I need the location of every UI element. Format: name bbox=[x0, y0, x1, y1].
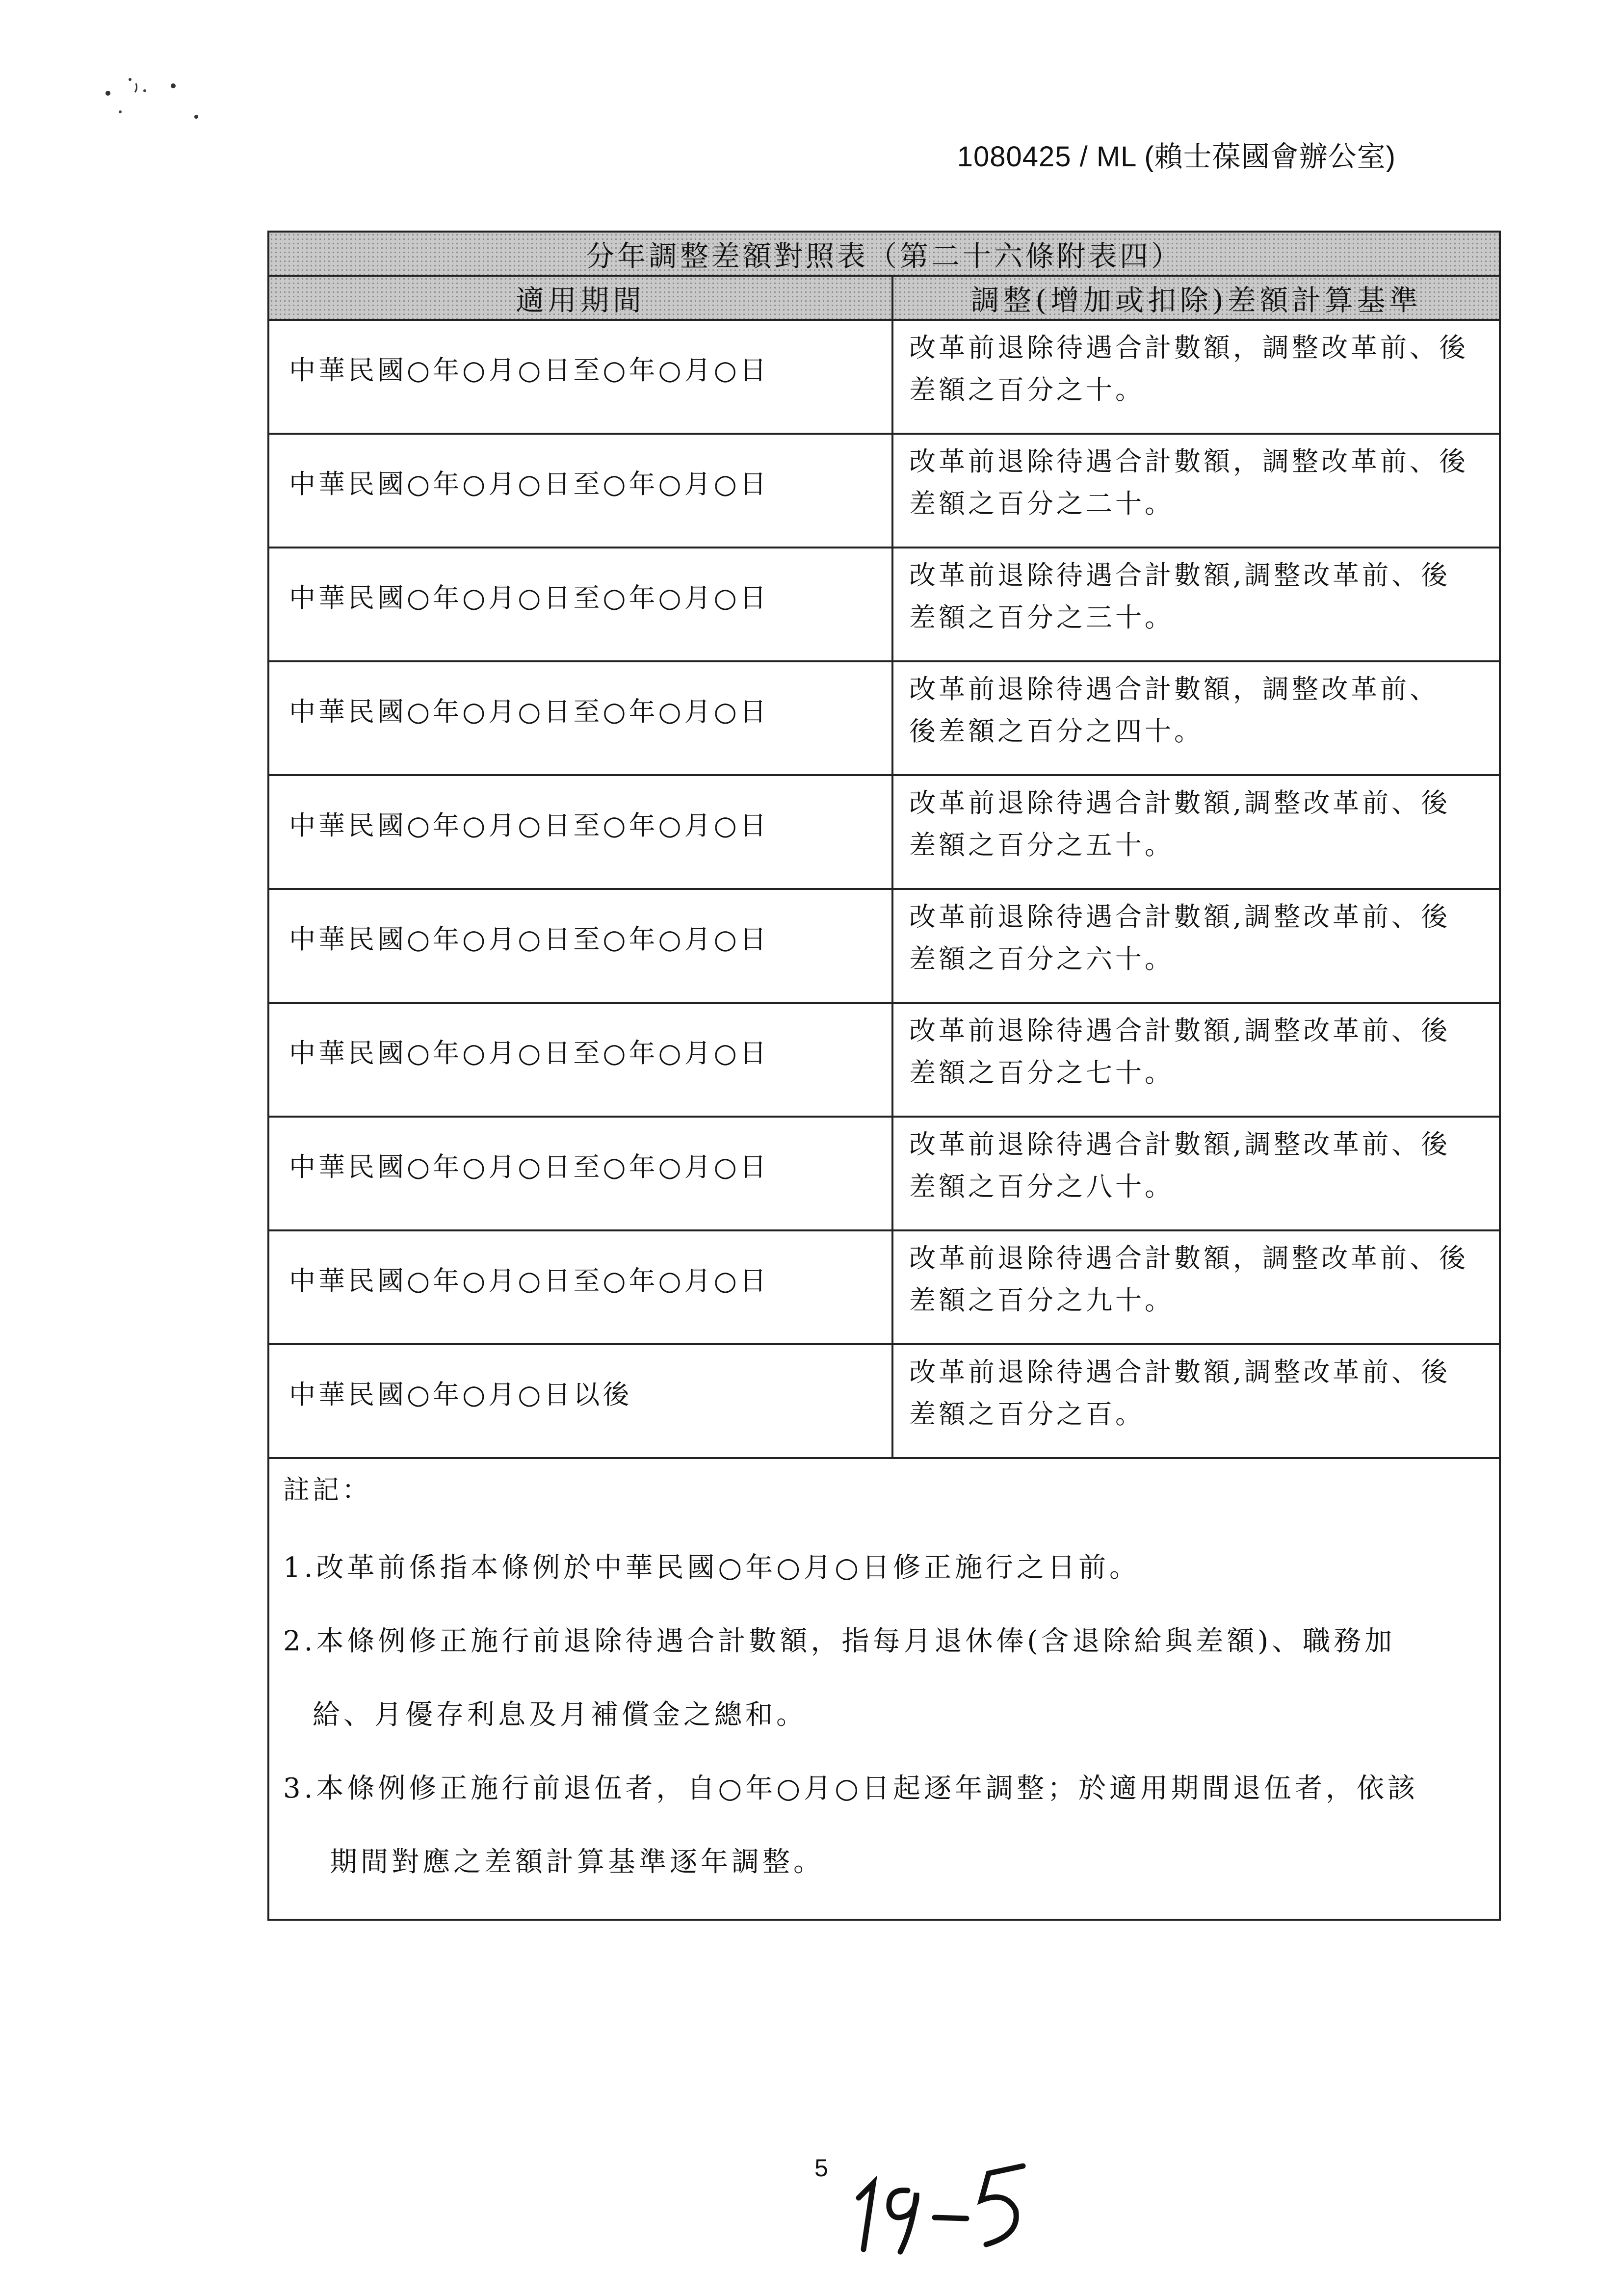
basis-line: 改革前退除待遇合計數額,調整改革前、後 bbox=[909, 1357, 1451, 1387]
basis-cell bbox=[892, 1230, 1500, 1344]
adjustment-table bbox=[267, 231, 1501, 1921]
basis-line: 後差額之百分之四十。 bbox=[909, 716, 1204, 747]
table-title: 分年調整差額對照表（第二十六條附表四） bbox=[268, 232, 1500, 276]
note-3-line1: 3.本條例修正施行前退伍者，自○年○月○日起逐年調整；於適用期間退伍者，依該 bbox=[283, 1773, 1419, 1804]
basis-line: 改革前退除待遇合計數額,調整改革前、後 bbox=[909, 560, 1451, 591]
note-2 bbox=[283, 1605, 1499, 1752]
basis-cell bbox=[892, 548, 1500, 661]
column-header-basis: 調整(增加或扣除)差額計算基準 bbox=[892, 276, 1500, 320]
table-title-row bbox=[268, 232, 1500, 276]
period-cell: 中華民國○年○月○日至○年○月○日 bbox=[268, 1230, 892, 1344]
notes-row bbox=[268, 1458, 1500, 1920]
handwritten-page-mark bbox=[834, 2144, 1040, 2257]
basis-line: 改革前退除待遇合計數額,調整改革前、後 bbox=[909, 1129, 1451, 1160]
period-cell: 中華民國○年○月○日至○年○月○日 bbox=[268, 434, 892, 548]
basis-cell bbox=[892, 434, 1500, 548]
period-cell: 中華民國○年○月○日至○年○月○日 bbox=[268, 320, 892, 434]
basis-cell bbox=[892, 775, 1500, 889]
basis-cell bbox=[892, 1344, 1500, 1458]
basis-line: 差額之百分之五十。 bbox=[909, 830, 1174, 861]
table-row bbox=[268, 1117, 1500, 1230]
period-cell: 中華民國○年○月○日以後 bbox=[268, 1344, 892, 1458]
table-row bbox=[268, 661, 1500, 775]
basis-line: 差額之百分之十。 bbox=[909, 374, 1145, 405]
basis-cell bbox=[892, 320, 1500, 434]
basis-cell bbox=[892, 1117, 1500, 1230]
note-1 bbox=[283, 1531, 1499, 1605]
period-cell: 中華民國○年○月○日至○年○月○日 bbox=[268, 775, 892, 889]
scan-speckles bbox=[91, 74, 209, 128]
notes-cell bbox=[268, 1458, 1500, 1920]
period-cell: 中華民國○年○月○日至○年○月○日 bbox=[268, 548, 892, 661]
basis-line: 差額之百分之三十。 bbox=[909, 602, 1174, 633]
period-cell: 中華民國○年○月○日至○年○月○日 bbox=[268, 889, 892, 1003]
document-reference: 1080425 / ML (賴士葆國會辦公室) bbox=[957, 141, 1396, 173]
basis-line: 改革前退除待遇合計數額，調整改革前、後 bbox=[909, 1243, 1468, 1274]
table-row bbox=[268, 548, 1500, 661]
table-row bbox=[268, 1230, 1500, 1344]
period-cell: 中華民國○年○月○日至○年○月○日 bbox=[268, 1003, 892, 1117]
basis-line: 差額之百分之七十。 bbox=[909, 1057, 1174, 1088]
basis-line: 改革前退除待遇合計數額，調整改革前、後 bbox=[909, 332, 1468, 363]
table-row bbox=[268, 320, 1500, 434]
table-header-row bbox=[268, 276, 1500, 320]
period-cell: 中華民國○年○月○日至○年○月○日 bbox=[268, 1117, 892, 1230]
note-3-line2: 期間對應之差額計算基準逐年調整。 bbox=[330, 1846, 824, 1878]
note-1-text: 1.改革前係指本條例於中華民國○年○月○日修正施行之日前。 bbox=[283, 1552, 1141, 1584]
basis-line: 改革前退除待遇合計數額，調整改革前、後 bbox=[909, 446, 1468, 477]
basis-line: 差額之百分之六十。 bbox=[909, 943, 1174, 974]
page-number: 5 bbox=[814, 2154, 828, 2182]
table-row bbox=[268, 775, 1500, 889]
basis-line: 差額之百分之百。 bbox=[909, 1399, 1145, 1430]
column-header-period: 適用期間 bbox=[268, 276, 892, 320]
basis-cell bbox=[892, 1003, 1500, 1117]
basis-cell bbox=[892, 661, 1500, 775]
note-2-line2: 給、月優存利息及月補償金之總和。 bbox=[313, 1699, 807, 1731]
basis-line: 改革前退除待遇合計數額,調整改革前、後 bbox=[909, 901, 1451, 932]
basis-line: 差額之百分之二十。 bbox=[909, 488, 1174, 519]
basis-line: 改革前退除待遇合計數額,調整改革前、後 bbox=[909, 787, 1451, 818]
note-3 bbox=[283, 1752, 1499, 1899]
table-row bbox=[268, 889, 1500, 1003]
notes-label: 註記： bbox=[283, 1474, 371, 1505]
basis-line: 改革前退除待遇合計數額，調整改革前、 bbox=[909, 674, 1439, 704]
note-2-line1: 2.本條例修正施行前退除待遇合計數額，指每月退休俸(含退除給與差額)、職務加 bbox=[283, 1625, 1396, 1657]
period-cell: 中華民國○年○月○日至○年○月○日 bbox=[268, 661, 892, 775]
basis-line: 改革前退除待遇合計數額,調整改革前、後 bbox=[909, 1015, 1451, 1046]
basis-line: 差額之百分之八十。 bbox=[909, 1171, 1174, 1202]
table-row bbox=[268, 1003, 1500, 1117]
table-row bbox=[268, 434, 1500, 548]
basis-line: 差額之百分之九十。 bbox=[909, 1285, 1174, 1316]
basis-cell bbox=[892, 889, 1500, 1003]
table-row bbox=[268, 1344, 1500, 1458]
